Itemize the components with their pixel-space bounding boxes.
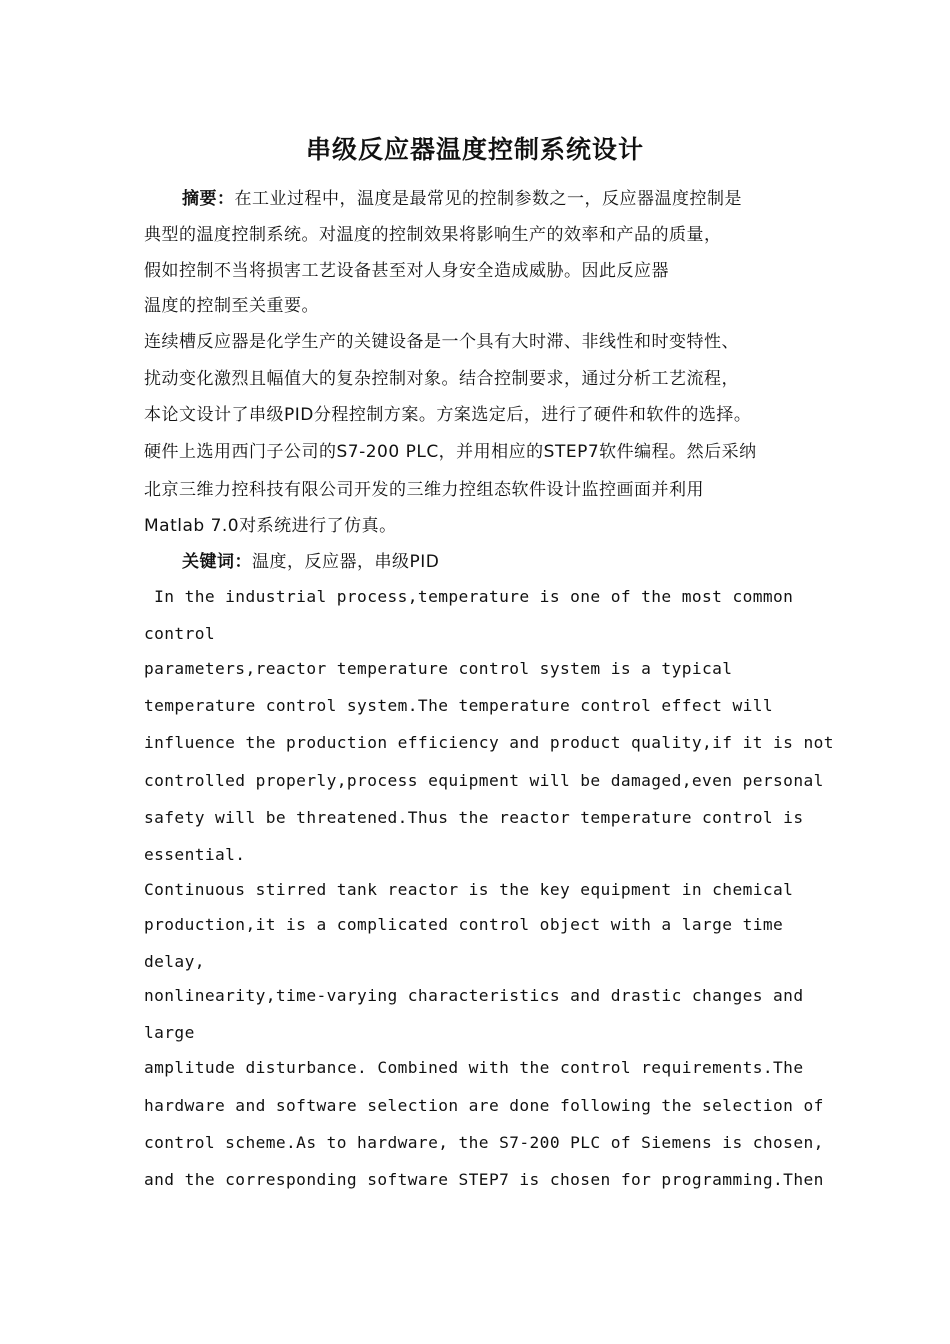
abstract-line: 本论文设计了串级PID分程控制方案。方案选定后，进行了硬件和软件的选择。 [144,405,752,425]
english-line: amplitude disturbance. Combined with the control requirements.The [144,1058,804,1077]
abstract-line: 典型的温度控制系统。对温度的控制效果将影响生产的效率和产品的质量， [144,225,722,245]
english-line: delay, [144,952,205,971]
keywords-label: 关键词： [182,552,252,572]
abstract-line: 假如控制不当将损害工艺设备甚至对人身安全造成威胁。因此反应器 [144,261,669,281]
abstract-line [182,187,742,211]
english-line: hardware and software selection are done following the selection of [144,1096,824,1115]
abstract-line: 温度的控制至关重要。 [144,296,319,316]
english-line: large [144,1023,195,1042]
keywords-line [182,550,439,574]
english-line: Continuous stirred tank reactor is the key equipment in chemical [144,880,794,899]
abstract-line: Matlab 7.0对系统进行了仿真。 [144,516,397,536]
english-line: controlled properly,process equipment will be damaged,even personal [144,771,824,790]
abstract-line: 扰动变化激烈且幅值大的复杂控制对象。结合控制要求，通过分析工艺流程， [144,369,739,389]
english-line: production,it is a complicated control object with a large time [144,915,784,934]
english-line: and the corresponding software STEP7 is chosen for programming.Then [144,1170,824,1189]
english-line: essential. [144,845,246,864]
english-line: control [144,624,216,643]
keywords-value: 温度，反应器，串级PID [252,552,440,572]
abstract-line: 北京三维力控科技有限公司开发的三维力控组态软件设计监控画面并利用 [144,480,704,500]
abstract-line: 硬件上选用西门子公司的S7-200 PLC，并用相应的STEP7软件编程。然后采纳 [144,442,757,462]
english-line: In the industrial process,temperature is one of the most common [144,587,794,606]
english-line: control scheme.As to hardware, the S7-200 PLC of Siemens is chosen, [144,1133,824,1152]
page-title: 串级反应器温度控制系统设计 [305,135,644,164]
abstract-text: 在工业过程中，温度是最常见的控制参数之一，反应器温度控制是 [234,189,742,209]
english-line: safety will be threatened.Thus the reactor temperature control is [144,808,804,827]
abstract-line: 连续槽反应器是化学生产的关键设备是一个具有大时滞、非线性和时变特性、 [144,332,739,352]
english-line: influence the production efficiency and product quality,if it is not [144,733,834,752]
english-line: temperature control system.The temperature control effect will [144,696,774,715]
abstract-label: 摘要： [182,189,235,209]
english-line: parameters,reactor temperature control system is a typical [144,659,733,678]
english-line: nonlinearity,time-varying characteristics and drastic changes and [144,986,804,1005]
